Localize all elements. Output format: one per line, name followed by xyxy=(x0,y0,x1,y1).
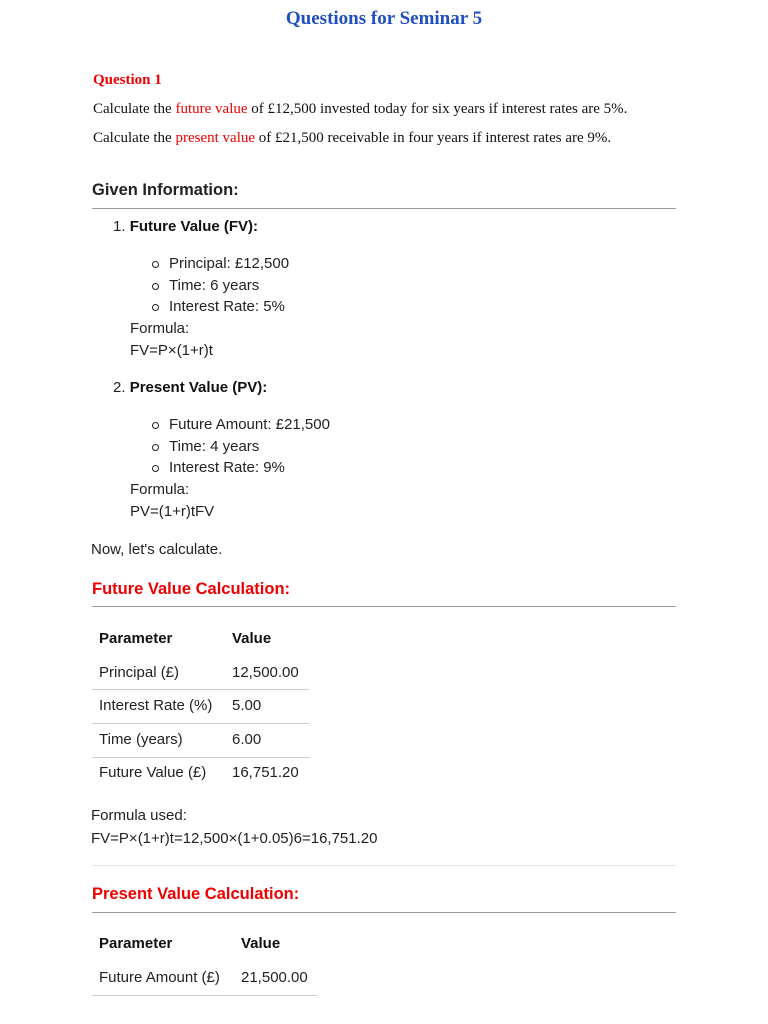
fv-table-cell: Future Value (£) xyxy=(99,764,207,781)
fv-table-header-parameter: Parameter xyxy=(99,630,173,647)
fv-table-cell: 6.00 xyxy=(232,731,262,748)
table-row-divider xyxy=(92,995,318,996)
section-divider xyxy=(92,865,676,866)
given-item-2-title: 2. Present Value (PV): xyxy=(113,379,268,396)
present-value-calculation-heading: Present Value Calculation: xyxy=(92,885,300,903)
given-item-1-bullet: Interest Rate: 5% xyxy=(169,298,285,315)
fv-table-header-value: Value xyxy=(232,630,272,647)
fv-formula: FV=P×(1+r)t=12,500×(1+0.05)6=16,751.20 xyxy=(91,830,378,847)
future-value-calculation-heading: Future Value Calculation: xyxy=(92,580,291,598)
given-item-1-title: 1. Future Value (FV): xyxy=(113,218,259,235)
fv-table-cell: 12,500.00 xyxy=(232,664,299,681)
fv-table-cell: Time (years) xyxy=(99,731,183,748)
fv-table-cell: 16,751.20 xyxy=(232,764,299,781)
bullet-icon xyxy=(152,422,159,429)
bullet-icon xyxy=(152,261,159,268)
now-calculate-text: Now, let's calculate. xyxy=(91,541,223,558)
given-item-1-bullet: Time: 6 years xyxy=(169,277,260,294)
fv-table-cell: 5.00 xyxy=(232,697,262,714)
table-row-divider xyxy=(92,689,310,690)
section-divider xyxy=(92,912,676,913)
section-divider xyxy=(92,606,676,607)
present-value-term: present value xyxy=(175,130,256,146)
pv-table-header-parameter: Parameter xyxy=(99,935,173,952)
given-item-1-formula: FV=P×(1+r)t xyxy=(130,342,213,359)
given-item-1-bullet: Principal: £12,500 xyxy=(169,255,290,272)
given-item-2-bullet: Interest Rate: 9% xyxy=(169,459,285,476)
bullet-icon xyxy=(152,283,159,290)
section-divider xyxy=(92,208,676,209)
given-item-2-formula-label: Formula: xyxy=(130,481,190,498)
question-1-line-1: Calculate the future value of £12,500 invested today for six years if interest rates are 5%. xyxy=(93,101,628,117)
question-1-heading: Question 1 xyxy=(93,72,162,88)
given-item-2-bullet: Future Amount: £21,500 xyxy=(169,416,330,433)
future-value-term: future value xyxy=(175,101,248,117)
given-item-2-bullet: Time: 4 years xyxy=(169,438,260,455)
question-1-line-2: Calculate the present value of £21,500 receivable in four years if interest rates are 9%. xyxy=(93,130,612,146)
given-item-2-formula: PV=(1+r)tFV xyxy=(130,503,215,520)
fv-table-cell: Principal (£) xyxy=(99,664,180,681)
bullet-icon xyxy=(152,465,159,472)
given-information-heading: Given Information: xyxy=(92,181,239,199)
table-row-divider xyxy=(92,757,310,758)
bullet-icon xyxy=(152,304,159,311)
pv-table-cell: Future Amount (£) xyxy=(99,969,220,986)
bullet-icon xyxy=(152,444,159,451)
pv-table-cell: 21,500.00 xyxy=(241,969,308,986)
fv-formula-label: Formula used: xyxy=(91,807,187,824)
document-title: Questions for Seminar 5 xyxy=(285,8,483,29)
pv-table-header-value: Value xyxy=(241,935,281,952)
given-item-1-formula-label: Formula: xyxy=(130,320,190,337)
table-row-divider xyxy=(92,723,310,724)
fv-table-cell: Interest Rate (%) xyxy=(99,697,213,714)
